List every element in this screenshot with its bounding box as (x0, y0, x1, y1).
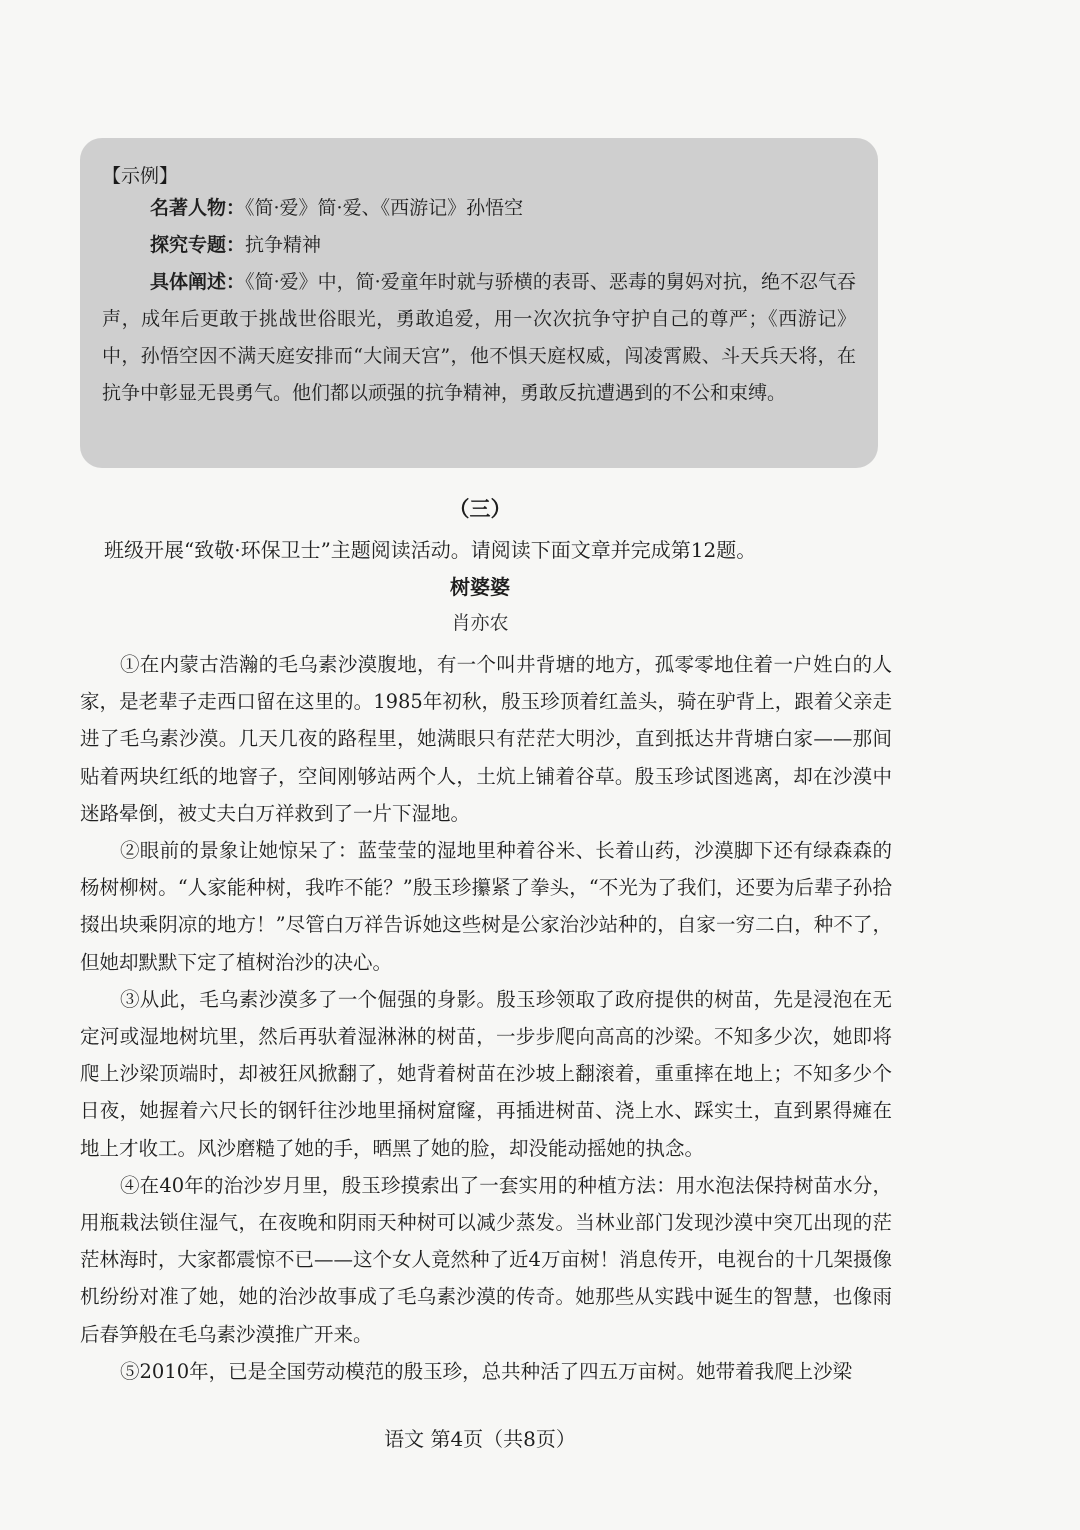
example-figures (102, 190, 856, 227)
paragraph-5: ⑤2010年，已是全国劳动模范的殷玉珍，总共种活了四五万亩树。她带着我爬上沙梁 (120, 1359, 853, 1383)
topic-text: 抗争精神 (245, 234, 322, 256)
topic-label: 探究专题： (150, 234, 246, 256)
page-footer: 语文 第4页（共8页） (384, 1427, 576, 1451)
paragraph-2: ②眼前的景象让她惊呆了：蓝莹莹的湿地里种着谷米、长着山药，沙漠脚下还有绿森森的杨树柳树。“人家能种树，我咋不能？”殷玉珍攥紧了拳头，“不光为了我们，还要为后辈子孙拾掇出块乘阴凉的地方！”尽管白万祥告诉她这些树是公家治沙站种的，自家一穷二白，种不了，但她却默默下定了植树治沙的决心。 (80, 839, 892, 974)
example-tag: 【示例】 (102, 165, 179, 187)
example-detail (102, 264, 856, 412)
figures-label: 名著人物： (150, 197, 246, 219)
paragraph-4: ④在40年的治沙岁月里，殷玉珍摸索出了一套实用的种植方法：用水泡法保持树苗水分，用瓶栽法锁住湿气，在夜晚和阴雨天种树可以减少蒸发。当林业部门发现沙漠中突兀出现的茫茫林海时，大家都震惊不已——这个女人竟然种了近4万亩树！消息传开，电视台的十几架摄像机纷纷对准了她，她的治沙故事成了毛乌素沙漠的传奇。她那些从实践中诞生的智慧，也像雨后春笋般在毛乌素沙漠推广开来。 (80, 1173, 892, 1346)
paragraph-3: ③从此，毛乌素沙漠多了一个倔强的身影。殷玉珍领取了政府提供的树苗，先是浸泡在无定河或湿地树坑里，然后再驮着湿淋淋的树苗，一步步爬向高高的沙梁。不知多少次，她即将爬上沙梁顶端时，却被狂风掀翻了，她背着树苗在沙坡上翻滚着，重重摔在地上；不知多少个日夜，她握着六尺长的钢钎往沙地里捅树窟窿，再插进树苗、浇上水、踩实土，直到累得瘫在地上才收工。风沙磨糙了她的手，晒黑了她的脸，却没能动摇她的执念。 (80, 987, 892, 1160)
example-topic (102, 227, 856, 264)
article-author: 肖亦农 (451, 612, 509, 634)
paragraph-1: ①在内蒙古浩瀚的毛乌素沙漠腹地，有一个叫井背塘的地方，孤零零地住着一户姓白的人家，是老辈子走西口留在这里的。1985年初秋，殷玉珍顶着红盖头，骑在驴背上，跟着父亲走进了毛乌素沙漠。几天几夜的路程里，她满眼只有茫茫大明沙，直到抵达井背塘白家——那间贴着两块红纸的地窨子，空间刚够站两个人，土炕上铺着谷草。殷玉珍试图逃离，却在沙漠中迷路晕倒，被丈夫白万祥救到了一片下湿地。 (80, 653, 892, 825)
article-body (80, 646, 892, 1390)
detail-label: 具体阐述： (150, 271, 246, 293)
section-number: （三） (448, 497, 512, 521)
detail-text: 《简·爱》中，简·爱童年时就与骄横的表哥、恶毒的舅妈对抗，绝不忍气吞声，成年后更敢于挑战世俗眼光，勇敢追爱，用一次次抗争守护自己的尊严；《西游记》中，孙悟空因不满天庭安排而“大闹天宫”，他不惧天庭权威，闯凌霄殿、斗天兵天将，在抗争中彰显无畏勇气。他们都以顽强的抗争精神，勇敢反抗遭遇到的不公和束缚。 (102, 271, 856, 404)
example-box (80, 138, 878, 468)
article-title: 树婆婆 (450, 575, 510, 599)
section-intro: 班级开展“致敬·环保卫士”主题阅读活动。请阅读下面文章并完成第12题。 (104, 538, 757, 562)
figures-text: 《简·爱》简·爱、《西游记》孙悟空 (245, 197, 524, 219)
